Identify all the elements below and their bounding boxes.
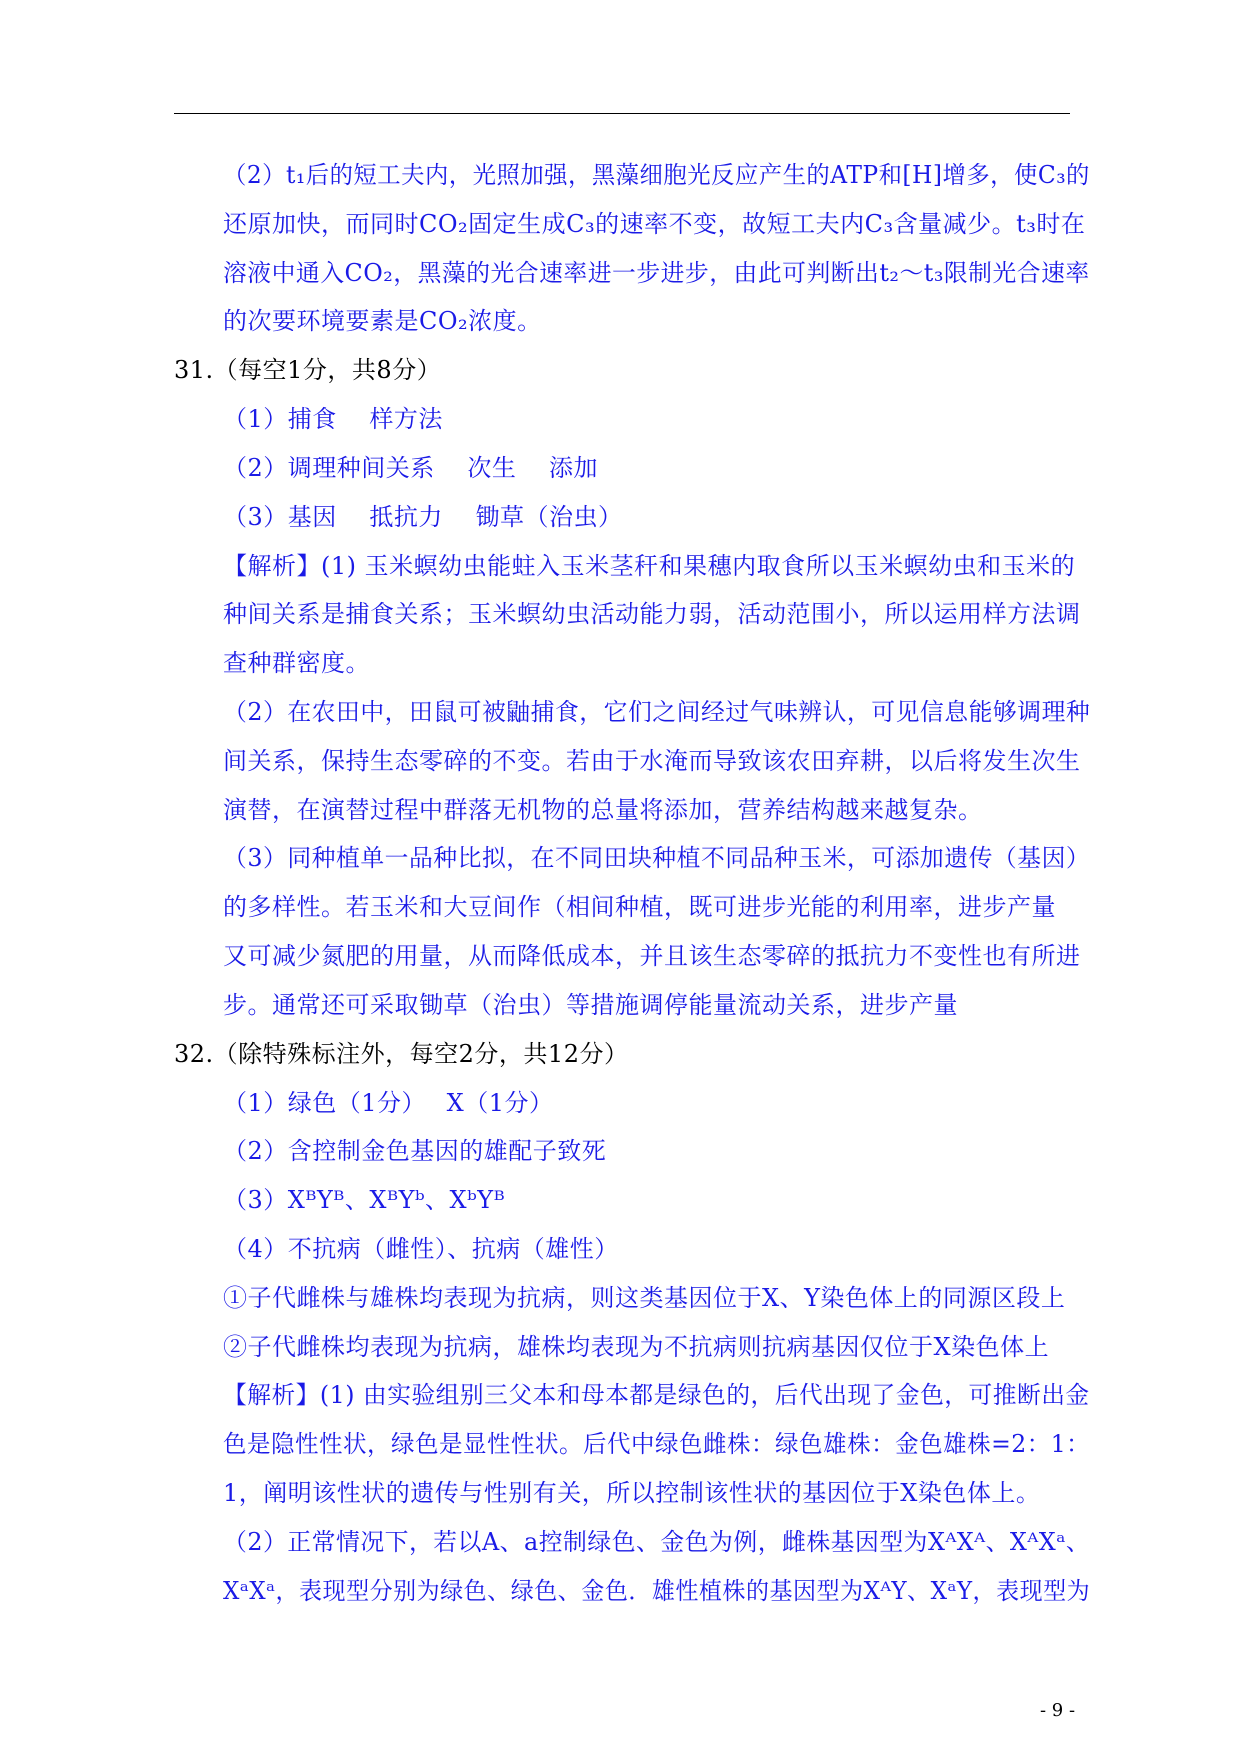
answer-32-3: （3）XᴮYᴮ、XᴮYᵇ、XᵇYᴮ [223,1186,506,1214]
answer-31-1: （1）捕食 样方法 [223,405,443,433]
analysis-32-line-2: 色是隐性性状，绿色是显性性状。后代中绿色雌株：绿色雄株：金色雄株=2：1： [223,1430,1091,1458]
answer-32-2: （2）含控制金色基因的雄配子致死 [223,1137,607,1165]
answer-31-3: （3）基因 抵抗力 锄草（治虫） [223,503,623,531]
text-line-4: 的次要环境要素是CO₂浓度。 [223,307,542,335]
question-31-heading: 31.（每空1分，共8分） [174,356,442,384]
analysis-31-line-5: 间关系，保持生态零碎的不变。若由于水淹而导致该农田弃耕，以后将发生次生 [223,747,1081,775]
analysis-31-line-6: 演替，在演替过程中群落无机物的总量将添加，营养结构越来越复杂。 [223,796,983,824]
text-line-3: 溶液中通入CO₂，黑藻的光合速率进一步进步，由此可判断出t₂～t₃限制光合速率 [223,259,1090,287]
question-32-heading: 32.（除特殊标注外，每空2分，共12分） [174,1040,629,1068]
analysis-32-line-5: XᵃXᵃ，表现型分别为绿色、绿色、金色．雄性植株的基因型为XᴬY、XᵃY，表现型为 [223,1577,1091,1605]
analysis-31-line-3: 查种群密度。 [223,649,370,677]
text-line-2: 还原加快，而同时CO₂固定生成C₃的速率不变，故短工夫内C₃含量减少。t₃时在 [223,210,1086,238]
analysis-31-line-4: （2）在农田中，田鼠可被鼬捕食，它们之间经过气味辨认，可见信息能够调理种 [223,698,1091,726]
answer-31-2: （2）调理种间关系 次生 添加 [223,454,599,482]
answer-32-4: （4）不抗病（雌性）、抗病（雄性） [223,1235,619,1263]
analysis-32-line-4: （2）正常情况下，若以A、a控制绿色、金色为例，雌株基因型为XᴬXᴬ、XᴬXᵃ、 [223,1528,1091,1556]
analysis-31-line-7: （3）同种植单一品种比拟，在不同田块种植不同品种玉米，可添加遗传（基因） [223,844,1091,872]
analysis-31-line-1: 【解析】(1) 玉米螟幼虫能蛀入玉米茎秆和果穗内取食所以玉米螟幼虫和玉米的 [223,552,1076,580]
answer-32-4-case-2: ②子代雌株均表现为抗病，雄株均表现为不抗病则抗病基因仅位于X染色体上 [223,1333,1050,1361]
analysis-32-line-3: 1，阐明该性状的遗传与性别有关，所以控制该性状的基因位于X染色体上。 [223,1479,1041,1507]
answer-32-1: （1）绿色（1分） X（1分） [223,1089,554,1117]
analysis-32-line-1: 【解析】(1) 由实验组别三父本和母本都是绿色的，后代出现了金色，可推断出金 [223,1381,1090,1409]
analysis-31-line-8: 的多样性。若玉米和大豆间作（相间种植，既可进步光能的利用率，进步产量 [223,893,1056,921]
analysis-31-line-2: 种间关系是捕食关系；玉米螟幼虫活动能力弱，活动范围小，所以运用样方法调 [223,600,1081,628]
answer-32-4-case-1: ①子代雌株与雄株均表现为抗病，则这类基因位于X、Y染色体上的同源区段上 [223,1284,1066,1312]
text-line-1: （2）t₁后的短工夫内，光照加强，黑藻细胞光反应产生的ATP和[H]增多，使C₃的 [223,161,1090,189]
analysis-31-line-9: 又可减少氮肥的用量，从而降低成本，并且该生态零碎的抵抗力不变性也有所进 [223,942,1081,970]
header-rule [174,113,1070,114]
analysis-31-line-10: 步。通常还可采取锄草（治虫）等措施调停能量流动关系，进步产量 [223,991,958,1019]
page-number: - 9 - [1040,1700,1076,1721]
